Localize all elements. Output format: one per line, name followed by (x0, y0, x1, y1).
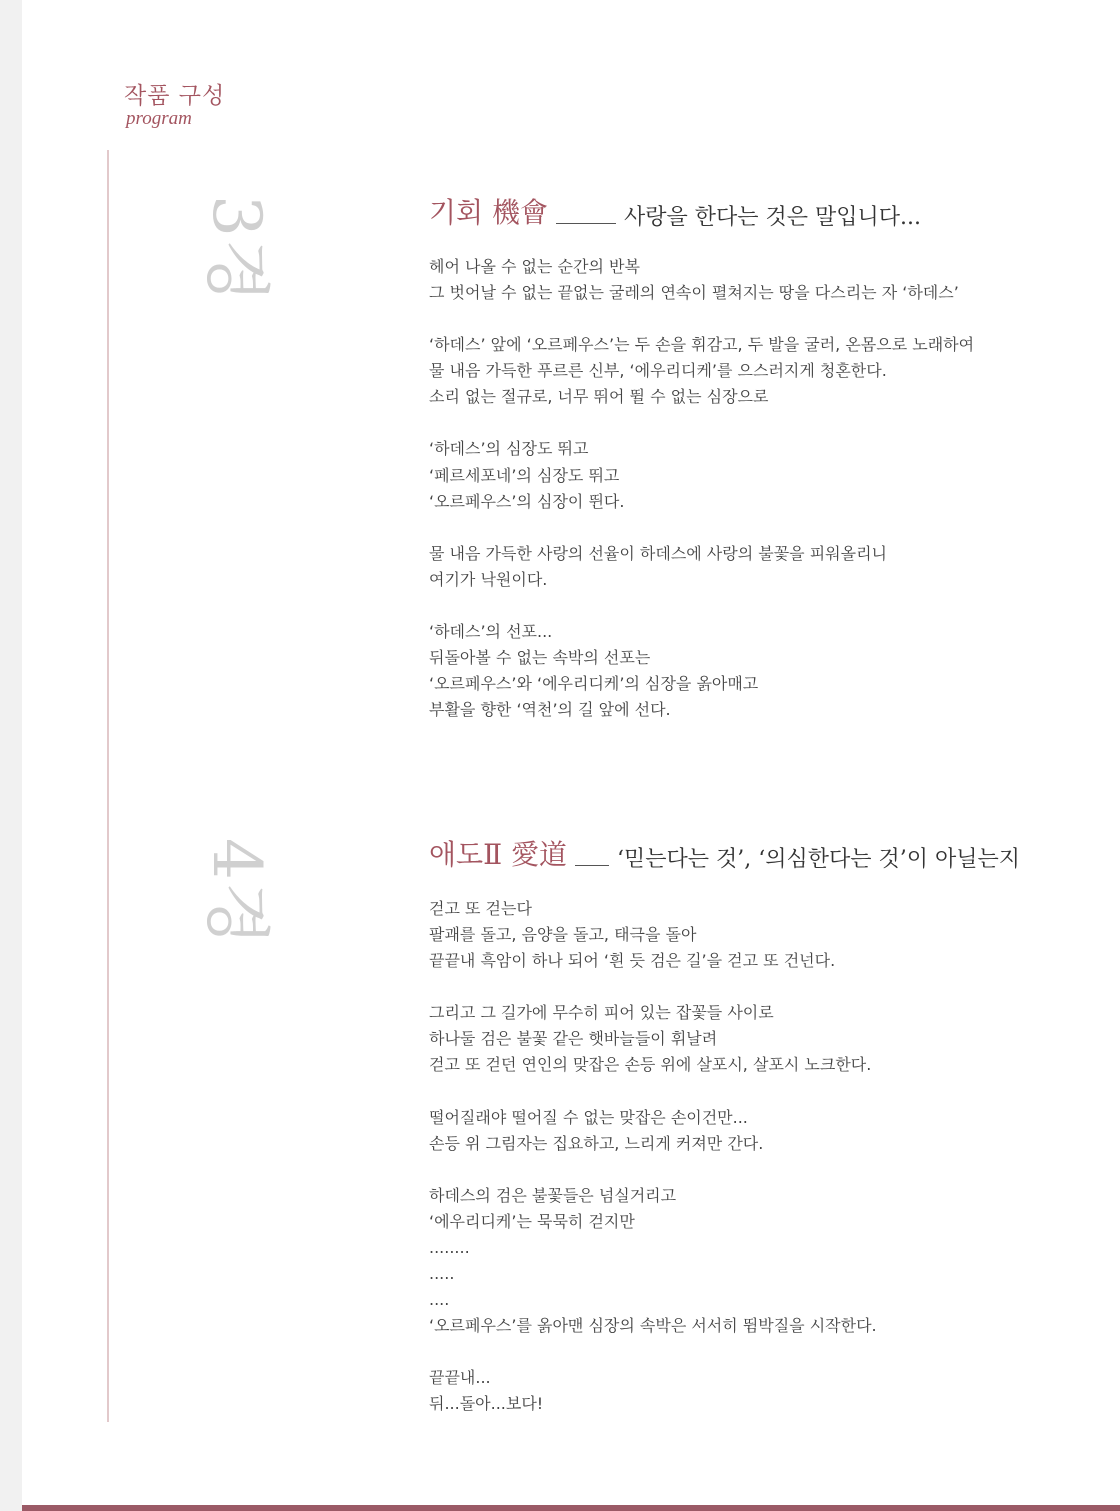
text-line: ‘에우리디케’는 묵묵히 걷지만 (429, 1211, 635, 1231)
section-subheading: program (126, 108, 192, 129)
paragraph (429, 541, 974, 593)
text-line: 팔괘를 돌고, 음양을 돌고, 태극을 돌아 (429, 925, 697, 945)
text-line: ‘하데스’의 선포... (429, 621, 553, 641)
text-line: 하데스의 검은 불꽃들은 넘실거리고 (429, 1185, 677, 1205)
text-line: 물 내음 가득한 사랑의 선율이 하데스에 사랑의 불꽃을 피워올리니 (429, 543, 888, 563)
paragraph (429, 1105, 1020, 1157)
paragraph (429, 254, 974, 306)
text-line: 그 벗어날 수 없는 끝없는 굴레의 연속이 펼쳐지는 땅을 다스리는 자 ‘하데스’ (429, 283, 959, 303)
text-line: 뒤돌아볼 수 없는 속박의 선포는 (429, 648, 651, 668)
text-line: 하나둘 검은 불꽃 같은 햇바늘들이 휘날려 (429, 1029, 718, 1049)
text-line: 부활을 향한 ‘역천’의 길 앞에 선다. (429, 700, 671, 720)
title-dash (575, 865, 609, 866)
scene-tagline: 사랑을 한다는 것은 말입니다... (624, 205, 921, 230)
paragraph (429, 436, 974, 514)
scene-number-3: 3경 (198, 195, 275, 305)
text-line: 끝끝내... (429, 1368, 491, 1388)
text-line: ‘오르페우스’의 심장이 뛴다. (429, 491, 625, 511)
text-line: .... (429, 1290, 450, 1310)
title-dash (556, 223, 616, 224)
scene-name: 애도Ⅱ 愛道 (429, 838, 568, 871)
text-line: ‘하데스’ 앞에 ‘오르페우스’는 두 손을 휘감고, 두 발을 굴러, 온몸으로 노래하여 (429, 335, 975, 355)
scene-number-4: 4경 (198, 838, 275, 948)
scene-body (429, 254, 974, 723)
scene-name: 기회 機會 (429, 196, 548, 229)
paragraph (429, 1183, 1020, 1340)
text-line: ..... (429, 1264, 455, 1284)
paragraph (429, 896, 1020, 974)
scene-title (429, 191, 974, 231)
text-line: 걷고 또 걷는다 (429, 899, 532, 918)
section-heading: 작품 구성 (124, 83, 226, 109)
text-line: 소리 없는 절규로, 너무 뛰어 뛸 수 없는 심장으로 (429, 387, 769, 407)
text-line: ‘하데스’의 심장도 뛰고 (429, 439, 589, 459)
text-line: 여기가 낙원이다. (429, 569, 548, 589)
scene-section-3 (429, 191, 974, 749)
paragraph (429, 619, 974, 723)
paragraph (429, 332, 974, 410)
text-line: 물 내음 가득한 푸르른 신부, ‘에우리디케’를 으스러지게 청혼한다. (429, 361, 887, 381)
scene-tagline: ‘믿는다는 것’, ‘의심한다는 것’이 아닐는지 (617, 847, 1021, 872)
text-line: 떨어질래야 떨어질 수 없는 맞잡은 손이건만... (429, 1107, 748, 1127)
text-line: 걷고 또 걷던 연인의 맞잡은 손등 위에 살포시, 살포시 노크한다. (429, 1055, 872, 1075)
paragraph (429, 1000, 1020, 1078)
vertical-divider (107, 150, 109, 1422)
text-line: ‘오르페우스’와 ‘에우리디케’의 심장을 옭아매고 (429, 674, 759, 694)
paragraph (429, 1365, 1020, 1417)
text-line: ........ (429, 1237, 470, 1257)
scene-body (429, 896, 1020, 1418)
scene-title (429, 833, 1020, 873)
scene-section-4 (429, 833, 1020, 1444)
text-line: ‘오르페우스’를 옭아맨 심장의 속박은 서서히 뜀박질을 시작한다. (429, 1316, 877, 1336)
text-line: 끝끝내 흑암이 하나 되어 ‘흰 듯 검은 길’을 걷고 또 건넌다. (429, 951, 836, 971)
text-line: ‘페르세포네’의 심장도 뛰고 (429, 465, 620, 485)
text-line: 뒤...돌아...보다! (429, 1394, 544, 1414)
text-line: 손등 위 그림자는 집요하고, 느리게 커져만 간다. (429, 1133, 764, 1153)
bottom-accent-bar (22, 1505, 1120, 1511)
text-line: 헤어 나올 수 없는 순간의 반복 (429, 257, 640, 276)
text-line: 그리고 그 길가에 무수히 피어 있는 잡꽃들 사이로 (429, 1003, 774, 1023)
